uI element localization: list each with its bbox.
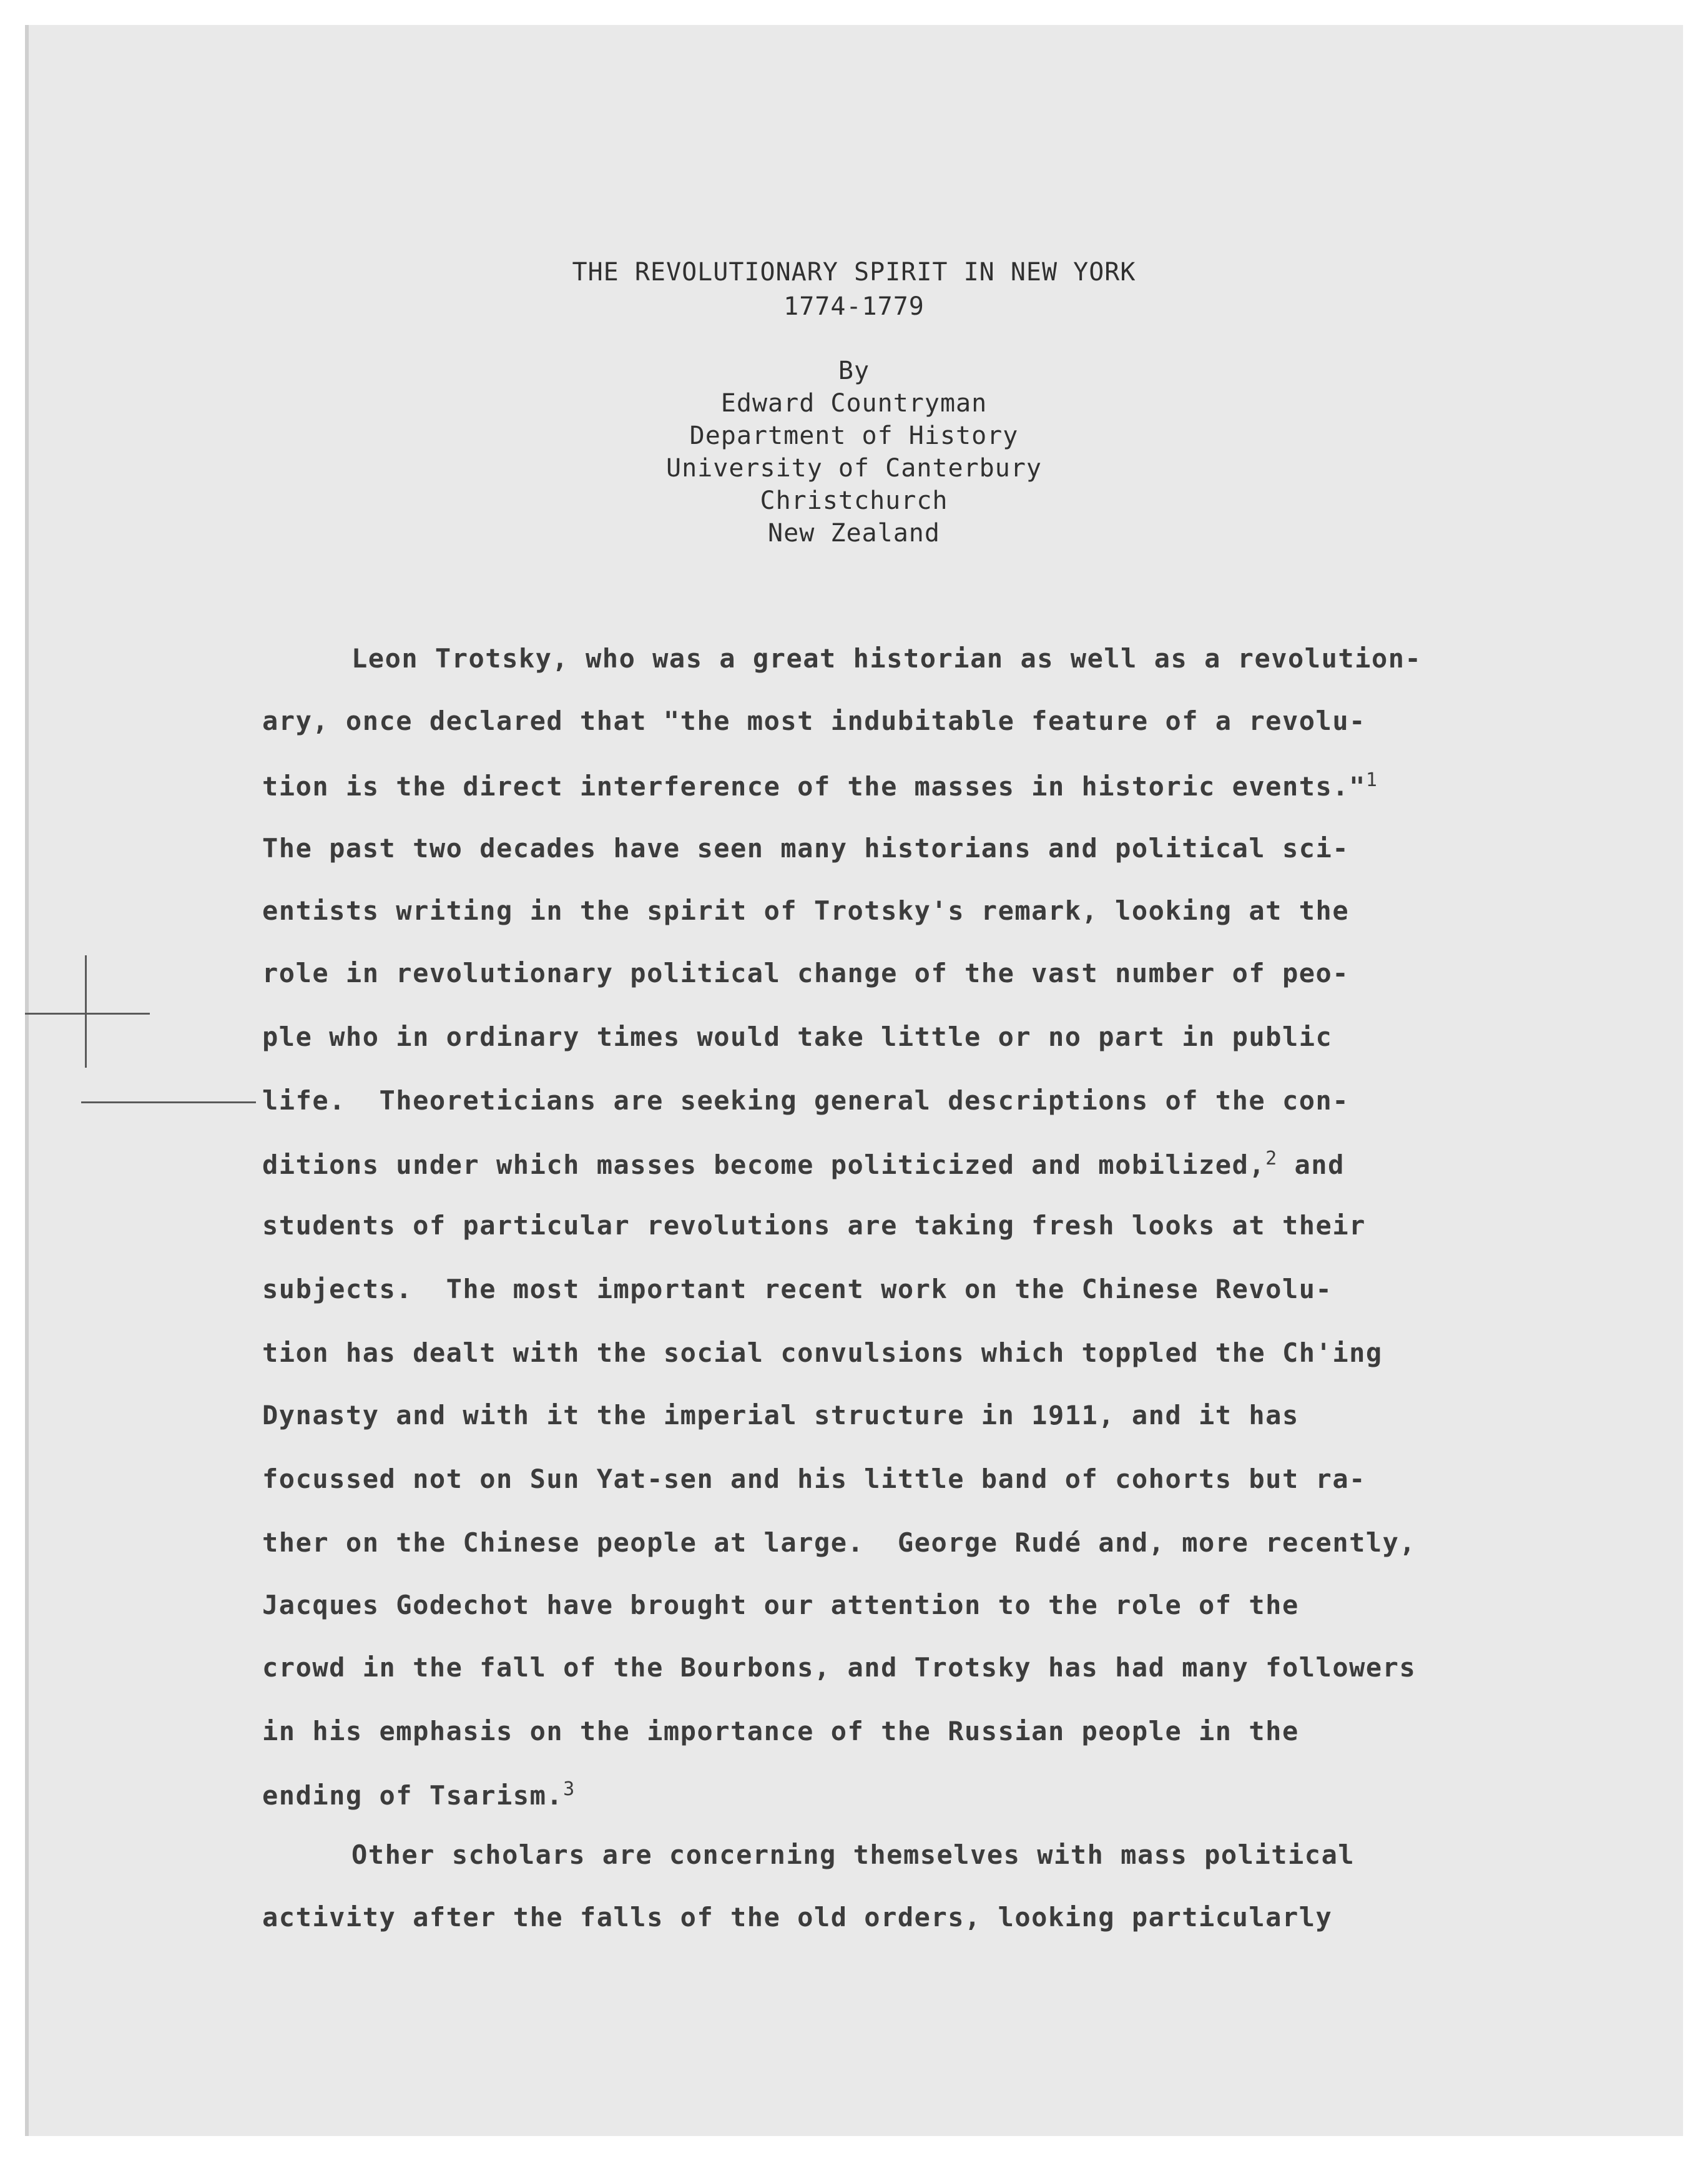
- body-line: students of particular revolutions are taking fresh looks at their: [262, 1210, 1366, 1241]
- footnote-marker: 1: [1365, 769, 1378, 791]
- body-line: in his emphasis on the importance of the Russian people in the: [262, 1716, 1299, 1746]
- body-line: focussed not on Sun Yat-sen and his little band of cohorts but ra-: [262, 1464, 1366, 1494]
- body-line: Leon Trotsky, who was a great historian as well as a revolution-: [351, 643, 1422, 674]
- margin-mark-horizontal-lower: [81, 1101, 256, 1103]
- body-line: Jacques Godechot have brought our attention to the role of the: [262, 1590, 1299, 1620]
- author-country: New Zealand: [768, 519, 940, 548]
- body-line: ary, once declared that "the most indubitable feature of a revolu-: [262, 706, 1366, 736]
- body-line: The past two decades have seen many historians and political sci-: [262, 833, 1350, 864]
- document-title: THE REVOLUTIONARY SPIRIT IN NEW YORK: [572, 258, 1136, 287]
- margin-mark-vertical: [85, 955, 87, 1068]
- body-line: subjects. The most important recent work on the Chinese Revolu-: [262, 1274, 1333, 1304]
- footnote-marker: 2: [1265, 1148, 1278, 1169]
- body-line: ple who in ordinary times would take little or no part in public: [262, 1021, 1333, 1052]
- body-line: Dynasty and with it the imperial structure in 1911, and it has: [262, 1400, 1299, 1430]
- body-line: ther on the Chinese people at large. George Rudé and, more recently,: [262, 1527, 1416, 1558]
- document-page: [25, 25, 1683, 2136]
- body-line: entists writing in the spirit of Trotsky's remark, looking at the: [262, 895, 1350, 926]
- body-line: role in revolutionary political change of the vast number of peo-: [262, 958, 1350, 988]
- body-line-text: tion is the direct interference of the masses in historic events.": [262, 771, 1366, 802]
- footnote-marker: 3: [563, 1778, 576, 1800]
- document-dates: 1774-1779: [783, 292, 925, 321]
- author-university: University of Canterbury: [666, 454, 1042, 483]
- body-line: [262, 769, 1378, 802]
- body-line-text: ditions under which masses become politicized and mobilized,: [262, 1149, 1266, 1180]
- body-line: [262, 1778, 576, 1811]
- body-line: life. Theoreticians are seeking general descriptions of the con-: [262, 1085, 1350, 1116]
- author-name: Edward Countryman: [720, 389, 988, 418]
- body-line: [262, 1148, 1345, 1180]
- body-line: Other scholars are concerning themselves with mass political: [351, 1839, 1355, 1870]
- body-line: activity after the falls of the old orders, looking particularly: [262, 1902, 1333, 1932]
- byline-label: By: [838, 357, 870, 385]
- author-city: Christchurch: [760, 486, 948, 515]
- body-line-text: and: [1277, 1149, 1345, 1180]
- body-line: crowd in the fall of the Bourbons, and Trotsky has had many followers: [262, 1652, 1416, 1683]
- margin-mark-horizontal-upper: [25, 1013, 150, 1015]
- body-line-text: ending of Tsarism.: [262, 1780, 564, 1811]
- author-department: Department of History: [689, 421, 1019, 450]
- body-line: tion has dealt with the social convulsions which toppled the Ch'ing: [262, 1337, 1383, 1368]
